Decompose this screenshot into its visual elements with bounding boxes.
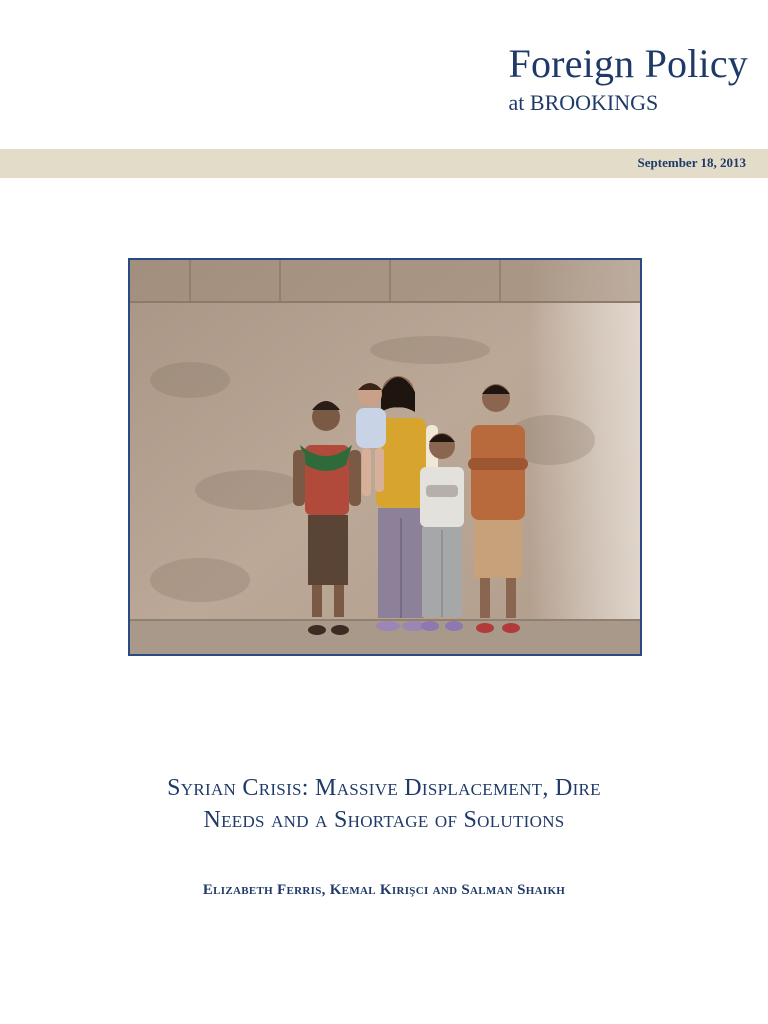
brand-logo xyxy=(509,40,748,116)
publication-date: September 18, 2013 xyxy=(637,155,746,170)
date-band xyxy=(0,149,768,178)
children-photo-illustration xyxy=(130,260,640,654)
cover-photo xyxy=(128,258,642,656)
brand-subtitle: at BROOKINGS xyxy=(508,90,659,115)
report-title-line1: Syrian Crisis: Massive Displacement, Dire xyxy=(167,775,601,801)
brand-name: Foreign Policy xyxy=(508,41,748,86)
report-authors: Elizabeth Ferris, Kemal Kirişci and Salman Shaikh xyxy=(202,882,566,898)
report-title-line2: Needs and a Shortage of Solutions xyxy=(203,807,565,833)
report-title xyxy=(0,772,768,836)
